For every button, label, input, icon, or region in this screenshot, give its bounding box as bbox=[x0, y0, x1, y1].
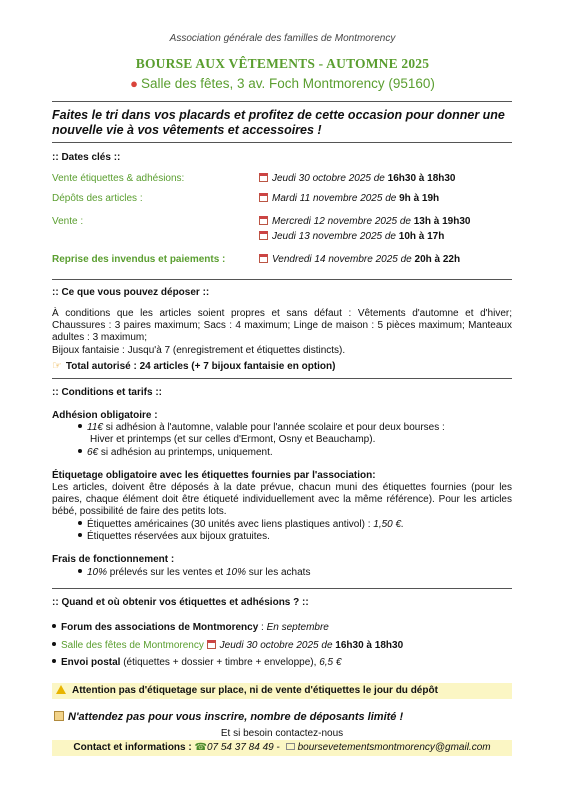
dates-heading: :: Dates clés :: bbox=[52, 152, 121, 163]
list-item: Étiquettes réservées aux bijoux gratuites. bbox=[78, 531, 518, 543]
calendar-icon bbox=[259, 254, 268, 263]
divider bbox=[52, 279, 512, 280]
bullet bbox=[52, 659, 56, 663]
list-item: 11€ si adhésion à l'automne, valable pour l'année scolaire et pour deux bourses : bbox=[78, 422, 518, 434]
bullet bbox=[78, 424, 82, 428]
divider bbox=[52, 142, 512, 143]
calendar-icon bbox=[207, 640, 216, 649]
date-label: Dépôts des articles : bbox=[52, 193, 143, 204]
email-link[interactable]: boursevetementsmontmorency@gmail.com bbox=[297, 742, 491, 753]
deposit-heading: :: Ce que vous pouvez déposer :: bbox=[52, 287, 210, 298]
calendar-icon bbox=[259, 231, 268, 240]
date-value: Mardi 11 novembre 2025 de 9h à 19h bbox=[259, 193, 439, 204]
where-item-forum: Forum des associations de Montmorency : En septembre bbox=[52, 622, 512, 634]
venue-line bbox=[0, 76, 565, 91]
bullet bbox=[52, 642, 56, 646]
date-value: Vendredi 14 novembre 2025 de 20h à 22h bbox=[259, 254, 460, 265]
phone-number[interactable]: 07 54 37 84 49 bbox=[206, 742, 274, 753]
date-value: Jeudi 30 octobre 2025 de 16h30 à 18h30 bbox=[259, 173, 455, 184]
labels-title: Étiquetage obligatoire avec les étiquettes fournies par l'association: bbox=[52, 470, 376, 481]
where-item-postal: Envoi postal (étiquettes + dossier + timbre + enveloppe), 6,5 € bbox=[52, 657, 512, 669]
bullet bbox=[78, 569, 82, 573]
email-icon bbox=[286, 743, 295, 750]
venue-text: Salle des fêtes, 3 av. Foch Montmorency (95160) bbox=[140, 76, 435, 91]
intro-text: Faites le tri dans vos placards et profitez de cette occasion pour donner une nouvelle vie à vos vêtements et accessoires ! bbox=[52, 108, 505, 137]
flyer-title: BOURSE AUX VÊTEMENTS - AUTOMNE 2025 bbox=[135, 56, 430, 71]
list-item-continued: Hiver et printemps (et sur celles d'Ermont, Osny et Beauchamp). bbox=[90, 434, 376, 445]
bullet bbox=[78, 521, 82, 525]
pointing-hand-icon: ☞ bbox=[52, 360, 62, 372]
contact-banner: Contact et informations : ☎07 54 37 84 49 - boursevetementsmontmorency@gmail.com bbox=[52, 740, 512, 756]
calendar-icon bbox=[259, 193, 268, 202]
deposit-jewelry: Bijoux fantaisie : Jusqu'à 7 (enregistrement et étiquettes distincts). bbox=[52, 345, 346, 356]
membership-title: Adhésion obligatoire : bbox=[52, 410, 158, 421]
deposit-text: À conditions que les articles soient propres et sans défaut : Vêtements d'automne et d'hiver; Chaussures : 3 paires maximum; Sacs : 4 maximum; Linge de maison : 5 pièces maximum; Manteaux adultes : 3 maximum; bbox=[52, 308, 512, 344]
divider bbox=[52, 588, 512, 589]
deposit-total: ☞ Total autorisé : 24 articles (+ 7 bijoux fantaisie en option) bbox=[52, 360, 336, 372]
labels-text: Les articles, doivent être déposés à la date prévue, chacun muni des étiquettes fournies (pour les paires, chaque élément doit être étiqueté individuellement avec la même référence). Pour les articles bébé, possibilité de faire des petits lots. bbox=[52, 482, 512, 518]
location-pin-icon: ● bbox=[130, 76, 138, 91]
list-item: 6€ si adhésion au printemps, uniquement. bbox=[78, 447, 518, 459]
date-label: Vente étiquettes & adhésions: bbox=[52, 173, 185, 184]
list-item: 10% prélevés sur les ventes et 10% sur les achats bbox=[78, 567, 518, 579]
divider bbox=[52, 101, 512, 102]
warning-banner: Attention pas d'étiquetage sur place, ni de vente d'étiquettes le jour du dépôt bbox=[52, 683, 512, 699]
where-heading: :: Quand et où obtenir vos étiquettes et adhésions ? :: bbox=[52, 597, 309, 608]
where-item-salle: Salle des fêtes de Montmorency Jeudi 30 octobre 2025 de 16h30 à 18h30 bbox=[52, 640, 512, 652]
bullet bbox=[52, 624, 56, 628]
phone-icon: ☎ bbox=[194, 742, 207, 753]
contact-label: Contact et informations : bbox=[73, 742, 195, 753]
register-notice: N'attendez pas pour vous inscrire, nombre de déposants limité ! bbox=[52, 711, 512, 723]
calendar-icon bbox=[259, 216, 268, 225]
contact-hint: Et si besoin contactez-nous bbox=[220, 728, 344, 739]
fees-title: Frais de fonctionnement : bbox=[52, 554, 175, 565]
date-value: Mercredi 12 novembre 2025 de 13h à 19h30 bbox=[259, 216, 470, 227]
calendar-icon bbox=[259, 173, 268, 182]
bullet bbox=[78, 449, 82, 453]
date-label: Vente : bbox=[52, 216, 84, 227]
date-label: Reprise des invendus et paiements : bbox=[52, 254, 226, 265]
conditions-heading: :: Conditions et tarifs :: bbox=[52, 387, 162, 398]
warning-icon bbox=[56, 685, 66, 694]
divider bbox=[52, 378, 512, 379]
association-name: Association générale des familles de Montmorency bbox=[169, 33, 396, 44]
date-value: Jeudi 13 novembre 2025 de 10h à 17h bbox=[259, 231, 444, 242]
list-item: Étiquettes américaines (30 unités avec liens plastiques antivol) : 1,50 €. bbox=[78, 519, 518, 531]
memo-icon bbox=[54, 711, 64, 721]
bullet bbox=[78, 533, 82, 537]
